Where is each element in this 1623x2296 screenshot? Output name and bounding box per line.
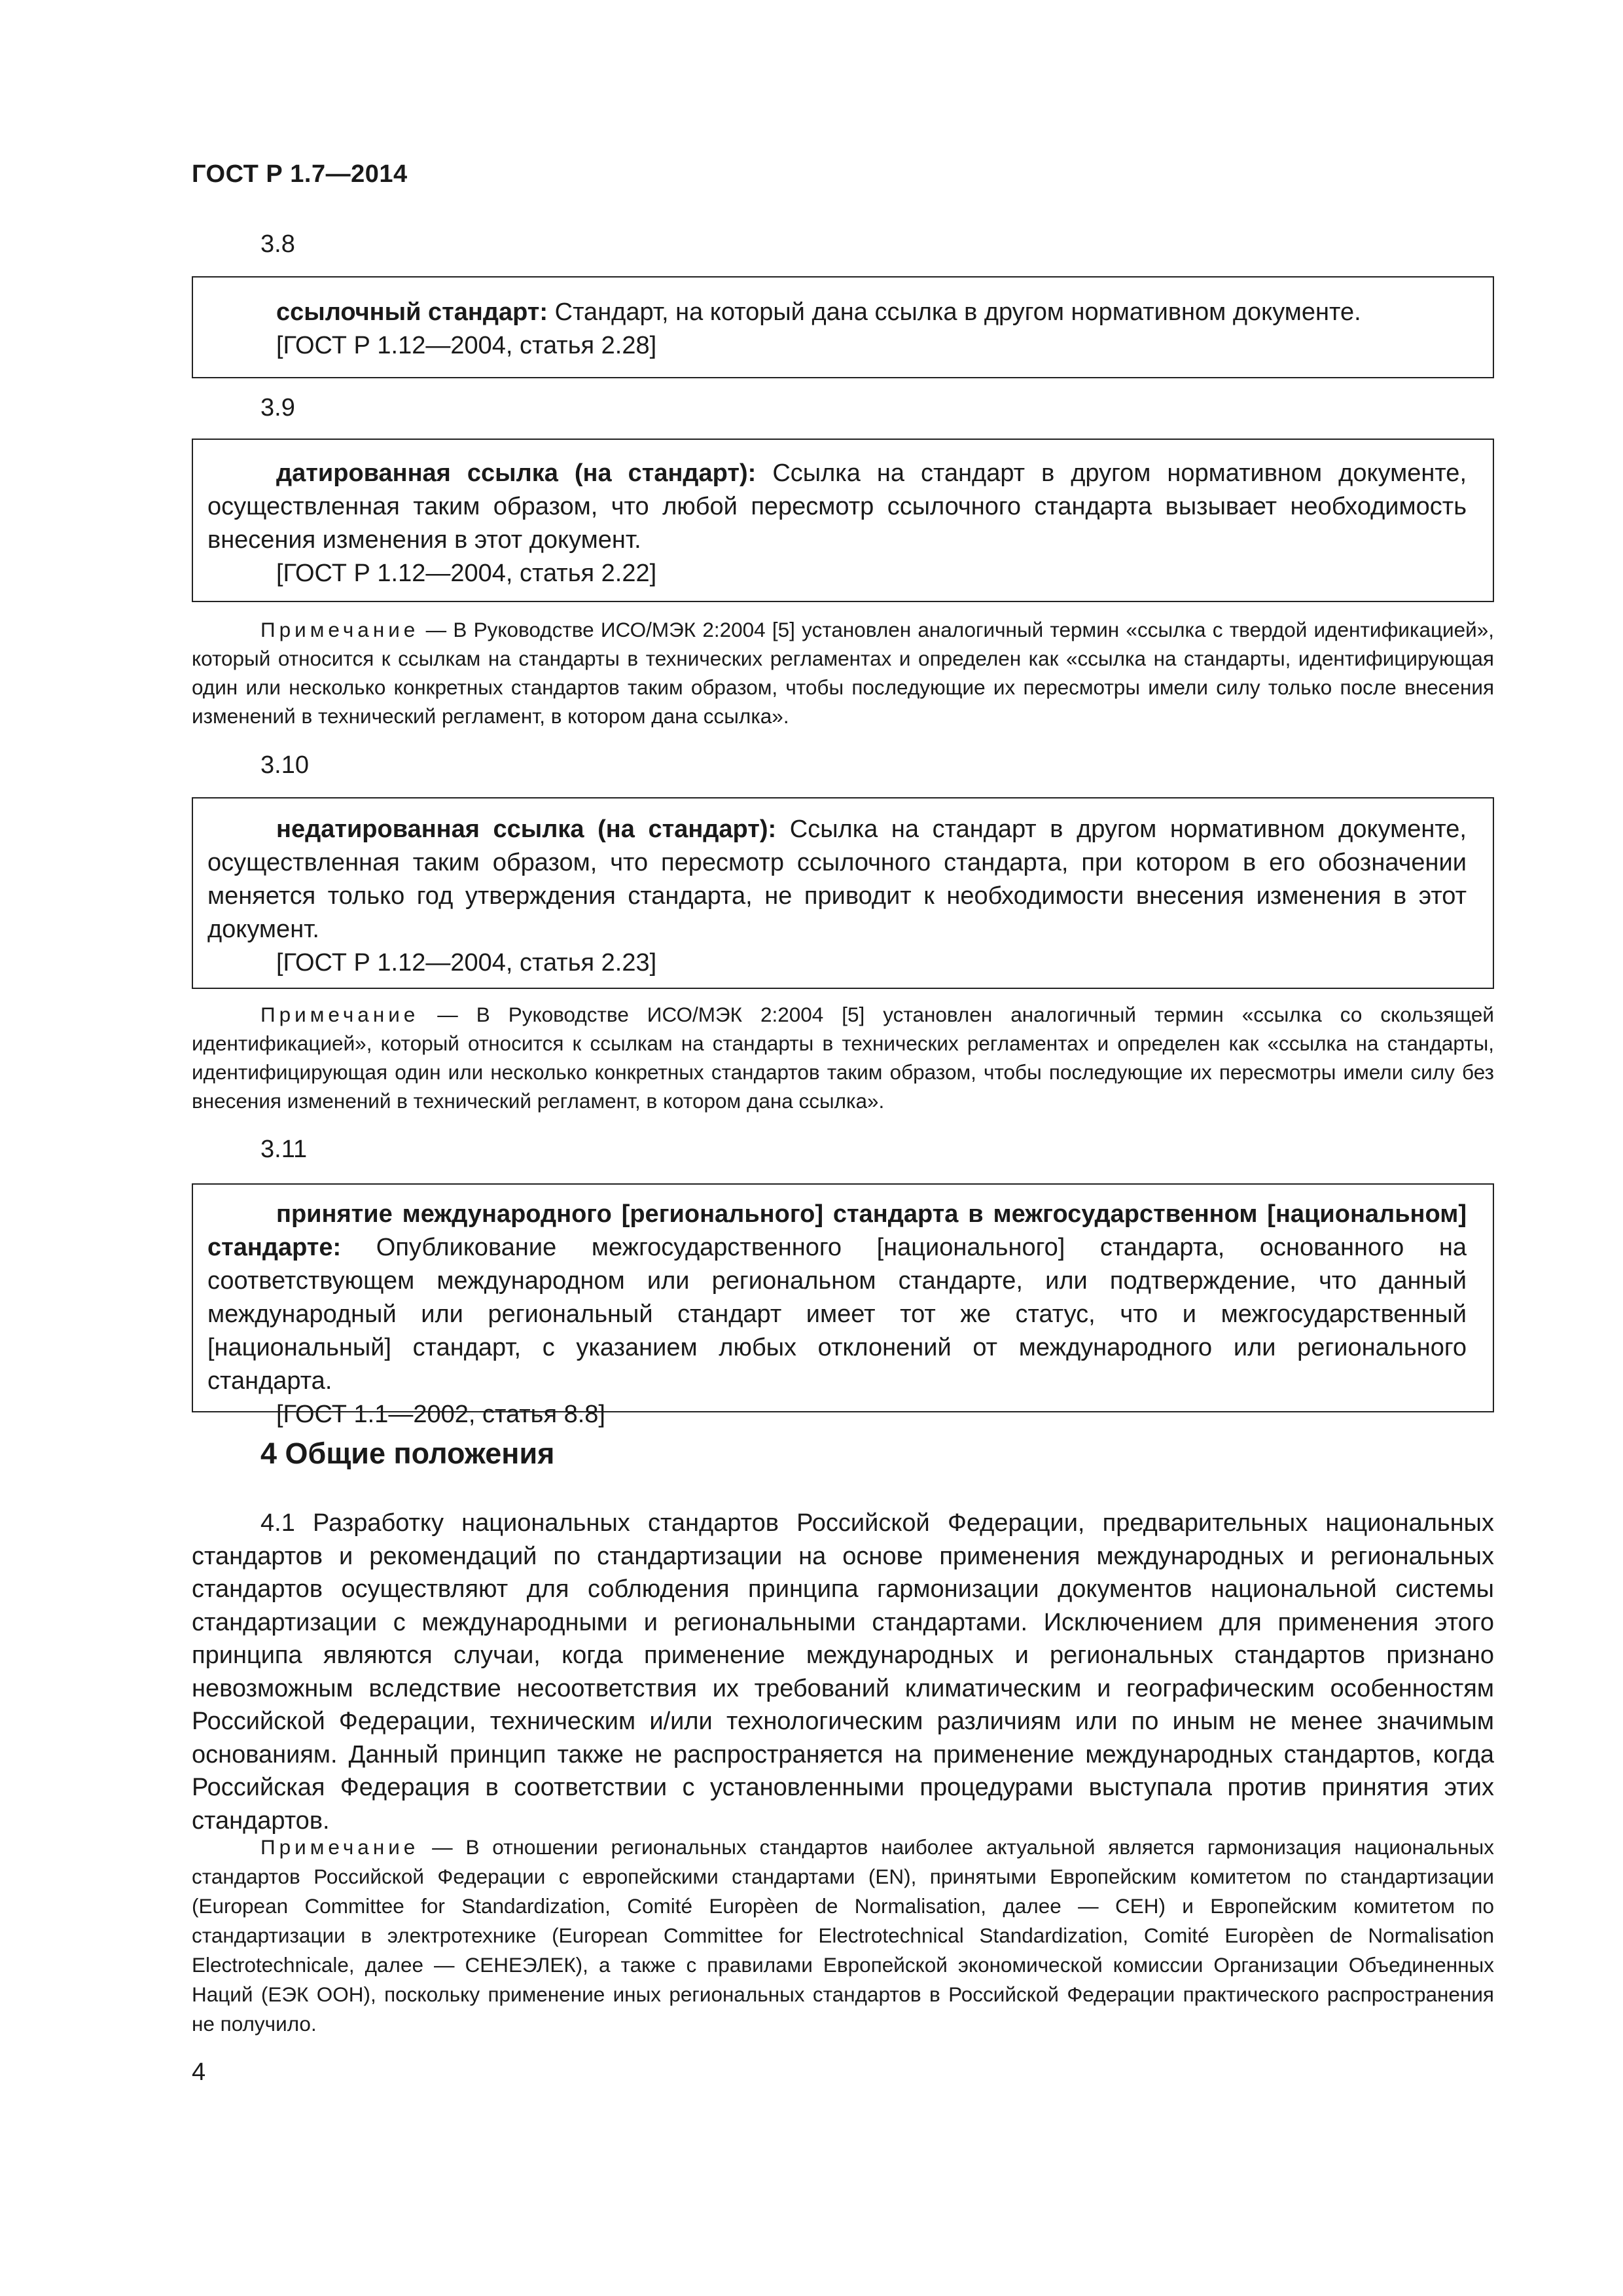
note-text: — В отношении региональных стандартов наиболее актуальной является гармонизация национальных стандартов Российской Федерации с европейскими стандартами (EN), принятыми Европейским комитетом по стандартизации (European Committee for Standardization, Comité Europèen de Normalisation, далее — СЕН) и Европейским комитетом по стандартизации в электротехнике (European Committee for Electrotechnical Standardization, Comité Europèen de Normalisation Electrotechnicale, далее — СЕНЕЭЛЕК), а также с правилами Европейской экономической комиссии Организации Объединенных Наций (ЕЭК ООН), поскольку применение иных региональных стандартов в Российской Федерации практического распространения не получило. [192, 1835, 1494, 2036]
entry-number: 3.11 [260, 1136, 308, 1163]
term-source: [ГОСТ Р 1.12—2004, статья 2.22] [276, 560, 657, 587]
term-source: [ГОСТ Р 1.12—2004, статья 2.23] [276, 949, 657, 977]
term-definition: Стандарт, на который дана ссылка в другом нормативном документе. [548, 298, 1361, 326]
note-label: Примечание [260, 1835, 419, 1859]
term-title: ссылочный стандарт: [276, 298, 548, 326]
term-definition: Ссылка на стандарт в другом нормативном документе, осуществленная таким образом, что пересмотр ссылочного стандарта, при котором в его обозначении меняется только год утверждения стандарта, не приводит к необходимости внесения изменения в этот документ. [207, 816, 1467, 943]
term-title: недатированная ссылка (на стандарт): [276, 816, 777, 843]
term-definition: Опубликование межгосударственного [национального] стандарта, основанного на соответствующем международном или региональном стандарте, или подтверждение, что данный международный или региональный стандарт имеет тот же статус, что и межгосударственный [национальный] стандарт, с указанием любых отклонений от международного или регионального стандарта. [207, 1234, 1467, 1395]
document-code-header: ГОСТ Р 1.7—2014 [192, 160, 408, 188]
note-text: — В Руководстве ИСО/МЭК 2:2004 [5] установлен аналогичный термин «ссылка с твердой идентификацией», который относится к ссылкам на стандарты в технических регламентах и определен как «ссылка на стандарты, идентифицирующая один или несколько конкретных стандартов таким образом, чтобы последующие их пересмотры имели силу только после внесения изменений в технический регламент, в котором дана ссылка». [192, 618, 1494, 728]
term-box [192, 797, 1494, 989]
note [192, 1833, 1494, 2039]
term-source: [ГОСТ Р 1.12—2004, статья 2.28] [276, 332, 657, 359]
term-box [192, 1183, 1494, 1428]
term-definition: Ссылка на стандарт в другом нормативном документе, осуществленная таким образом, что любой пересмотр ссылочного стандарта вызывает необходимость внесения изменения в этот документ. [207, 459, 1467, 554]
note-text: — В Руководстве ИСО/МЭК 2:2004 [5] установлен аналогичный термин «ссылка со скользящей идентификацией», который относится к ссылкам на стандарты в технических регламентах и определен как «ссылка на стандарты, идентифицирующая один или несколько конкретных стандартов таким образом, чтобы последующие их пересмотры имели силу без внесения изменений в технический регламент, в котором дана ссылка». [192, 1003, 1494, 1113]
note-label: Примечание [260, 1003, 419, 1026]
note [192, 615, 1494, 730]
entry-number: 3.10 [260, 751, 309, 779]
paragraph-4-1: 4.1 Разработку национальных стандартов Российской Федерации, предварительных национальных стандартов и рекомендаций по стандартизации на основе применения международных и региональных стандартов осуществляют для соблюдения принципа гармонизации документов национальной системы стандартизации с международными и региональными стандартами. Исключением для применения этого принципа являются случаи, когда применение международных и региональных стандартов признано невозможным вследствие несоответствия их требований климатическим и географическим особенностям Российской Федерации, техническим и/или технологическим различиям или по иным не менее значимым основаниям. Данный принцип также не распространяется на применение международных стандартов, когда Российская Федерация в соответствии с установленными процедурами выступала против принятия этих стандартов. [192, 1509, 1494, 1835]
note-label: Примечание [260, 618, 419, 641]
term-title: принятие международного [регионального] стандарта в межгосударственном [национальном] стандарте: [207, 1200, 1467, 1261]
term-source: [ГОСТ 1.1—2002, статья 8.8] [276, 1401, 605, 1428]
entry-number: 3.9 [260, 394, 295, 422]
note [192, 1000, 1494, 1115]
section-heading: 4 Общие положения [260, 1437, 555, 1470]
term-title: датированная ссылка (на стандарт): [276, 459, 757, 487]
term-box [192, 276, 1494, 378]
term-box [192, 439, 1494, 602]
entry-number: 3.8 [260, 230, 295, 258]
page-number: 4 [192, 2058, 206, 2086]
